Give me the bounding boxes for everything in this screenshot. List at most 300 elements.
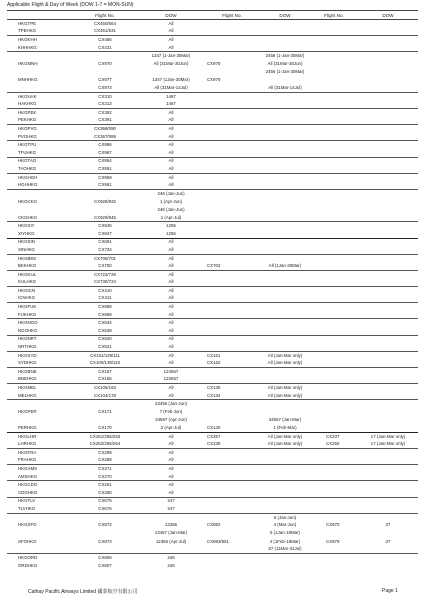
- flight-no-2-cell: [204, 465, 260, 473]
- dow-cell: All: [138, 238, 204, 246]
- flight-no-cell: CX157: [72, 368, 138, 376]
- flight-no-2-cell: [204, 448, 260, 456]
- flight-no-3-cell: [310, 351, 358, 359]
- table-row: [7, 513, 418, 521]
- flight-no-cell: CX313: [98, 101, 112, 107]
- route-cell: [7, 546, 72, 554]
- flight-no-2-cell: [204, 238, 260, 246]
- flight-no-cell: CX973: [98, 85, 112, 91]
- dow-cell: 1 (Apr-Jul): [160, 214, 182, 220]
- flight-no-cell: CX691: [72, 238, 138, 246]
- dow-3-cell: [358, 222, 418, 230]
- dow-3-cell: [358, 392, 418, 400]
- flight-no-cell: CX271: [72, 465, 138, 473]
- flight-no-cell: [72, 68, 138, 76]
- flight-no-2-cell: [204, 44, 260, 52]
- flight-no-3-cell: [310, 473, 358, 481]
- flight-no-3-cell: [310, 84, 358, 92]
- dow-cell: All: [168, 263, 174, 269]
- dow-cell: 247: [167, 505, 175, 511]
- dow-2-cell: [260, 270, 310, 278]
- dow-3-cell: [358, 448, 418, 456]
- flight-no-cell: [72, 206, 138, 214]
- route-cell: [7, 529, 72, 537]
- dow-cell: 7 (Feb-Jun): [159, 409, 183, 415]
- route-cell: HKGORD: [7, 554, 72, 562]
- table-row: [7, 270, 418, 278]
- flight-no-cell: CX947: [98, 230, 112, 236]
- dow-3-cell: [358, 198, 418, 206]
- table-row: [7, 538, 418, 546]
- header-dow-2: DOW: [260, 11, 310, 20]
- dow-2-cell: [260, 238, 310, 246]
- dow-2-cell: 4 (1Feb-18Mar): [269, 538, 301, 544]
- flight-no-cell: CX171: [98, 409, 112, 415]
- dow-3-cell: [358, 133, 418, 141]
- flight-no-3-cell: [310, 28, 358, 36]
- dow-cell: All: [168, 149, 174, 155]
- flight-no-3-cell: [310, 481, 358, 489]
- table-row: [7, 448, 418, 456]
- flight-no-3-cell: [310, 149, 358, 157]
- flight-no-cell: CX589: [98, 311, 112, 317]
- table-row: [7, 481, 418, 489]
- dow-cell: 1256: [138, 222, 204, 230]
- dow-3-cell: 37: [385, 538, 391, 544]
- flight-no-cell: CX252/256/254: [89, 441, 121, 447]
- dow-2-cell: [260, 327, 310, 335]
- dow-3-cell: [358, 206, 418, 214]
- route-cell: HKGPEK: [7, 109, 72, 117]
- dow-2-cell: 2456 (1-Jan-30Mar): [260, 52, 310, 60]
- dow-2-cell: [260, 465, 310, 473]
- flight-no-3-cell: [310, 262, 358, 270]
- flight-no-cell: CX977: [98, 77, 112, 83]
- route-cell: HKGFUK: [7, 303, 72, 311]
- route-cell: BNEHKG: [18, 376, 37, 382]
- dow-3-cell: [358, 20, 418, 28]
- flight-no-3-cell: [310, 554, 358, 562]
- dow-3-cell: [358, 546, 418, 554]
- route-cell: ORDHKG: [18, 562, 38, 568]
- table-row: [7, 125, 418, 133]
- dow-2-cell: [260, 562, 310, 570]
- flight-no-2-cell: [204, 109, 260, 117]
- flight-no-cell: CX951: [98, 165, 112, 171]
- route-cell: [7, 400, 72, 408]
- dow-3-cell: [358, 465, 418, 473]
- flight-no-2-cell: [204, 36, 260, 44]
- flight-no-cell: CX539: [98, 327, 112, 333]
- flight-no-2-cell: [204, 68, 260, 76]
- flight-no-2-cell: CX978: [207, 61, 221, 67]
- route-cell: SFOHKG: [18, 538, 37, 544]
- dow-3-cell: [358, 529, 418, 537]
- table-row: [7, 521, 418, 529]
- flight-no-cell: CX961: [98, 182, 112, 188]
- flight-no-2-cell: [204, 198, 260, 206]
- dow-3-cell: [358, 238, 418, 246]
- dow-cell: All: [138, 109, 204, 117]
- dow-cell: 1467: [166, 101, 176, 107]
- page-title: Applicable Flight & Day of Week (DOW 1-7 = MON-SUN): [7, 2, 134, 8]
- flight-no-3-cell: [310, 327, 358, 335]
- route-cell: LHRHKG: [18, 441, 37, 447]
- dow-2-cell: [260, 214, 310, 222]
- dow-3-cell: [358, 400, 418, 408]
- flight-no-3-cell: [310, 457, 358, 465]
- table-row: [7, 368, 418, 376]
- flight-no-cell: CX675: [72, 497, 138, 505]
- flight-no-2-cell: [204, 214, 260, 222]
- flight-no-2-cell: [204, 497, 260, 505]
- dow-2-cell: [260, 554, 310, 562]
- flight-no-3-cell: [310, 408, 358, 416]
- flight-no-cell: CX456: [72, 36, 138, 44]
- flight-no-2-cell: [204, 408, 260, 416]
- dow-2-cell: [260, 489, 310, 497]
- dow-3-cell: [358, 473, 418, 481]
- flight-no-cell: CX450/564: [72, 20, 138, 28]
- route-cell: HKGPER: [18, 409, 37, 415]
- dow-2-cell: [260, 141, 310, 149]
- flight-no-2-cell: [204, 416, 260, 424]
- dow-cell: All: [138, 36, 204, 44]
- flight-no-3-cell: [310, 270, 358, 278]
- flight-no-cell: CX270: [98, 473, 112, 479]
- route-cell: ICNHKG: [18, 295, 36, 301]
- flight-no-2-cell: [204, 546, 260, 554]
- dow-3-cell: [358, 359, 418, 367]
- flight-no-2-cell: [204, 141, 260, 149]
- header-flight-no-1: Flight No.: [72, 11, 138, 20]
- flight-no-cell: CX170: [98, 424, 112, 430]
- flight-no-3-cell: [310, 368, 358, 376]
- flight-no-3-cell: CX870: [326, 522, 340, 528]
- route-cell: KULHKG: [18, 279, 37, 285]
- table-row: [7, 52, 418, 60]
- table-row: [7, 343, 418, 351]
- dow-2-cell: [260, 448, 310, 456]
- flight-no-cell: [72, 52, 138, 60]
- table-row: [7, 230, 418, 238]
- dow-3-cell: [358, 117, 418, 125]
- flight-no-2-cell: [204, 368, 260, 376]
- dow-3-cell: [358, 481, 418, 489]
- dow-cell: 23456 (Jan-Jun): [138, 400, 204, 408]
- flight-no-3-cell: [310, 448, 358, 456]
- flight-no-2-cell: [204, 562, 260, 570]
- dow-3-cell: [358, 157, 418, 165]
- dow-3-cell: [358, 36, 418, 44]
- flight-no-3-cell: [310, 513, 358, 521]
- flight-no-3-cell: [310, 165, 358, 173]
- dow-3-cell: [358, 246, 418, 254]
- dow-2-cell: [260, 303, 310, 311]
- table-row: [7, 529, 418, 537]
- dow-2-cell: 2456 (1-Jan-30Mar): [265, 69, 305, 75]
- table-row: [7, 505, 418, 513]
- table-row: [7, 295, 418, 303]
- flight-no-3-cell: [310, 222, 358, 230]
- header-dow-3: DOW: [358, 11, 418, 20]
- flight-no-cell: CX872: [98, 522, 112, 528]
- route-cell: HGHHKG: [18, 182, 38, 188]
- table-row: [7, 222, 418, 230]
- flight-no-2-cell: [204, 20, 260, 28]
- dow-cell: 12356: [164, 522, 178, 528]
- route-cell: HKGSYD: [7, 351, 72, 359]
- flight-no-3-cell: [310, 173, 358, 181]
- flight-no-3-cell: [310, 546, 358, 554]
- table-row: [7, 424, 418, 432]
- dow-cell: All: [168, 327, 174, 333]
- flight-no-2-cell: [204, 473, 260, 481]
- dow-cell: All: [168, 295, 174, 301]
- flight-no-cell: CX261: [72, 481, 138, 489]
- flight-no-2-cell: [204, 481, 260, 489]
- dow-2-cell: [260, 222, 310, 230]
- table-row: [7, 400, 418, 408]
- table-row: [7, 351, 418, 359]
- dow-2-cell: [260, 400, 310, 408]
- dow-cell: All: [138, 254, 204, 262]
- flight-schedule-table: [7, 10, 418, 570]
- route-cell: HKGXIY: [7, 222, 72, 230]
- flight-no-cell: CX367/089: [94, 133, 116, 139]
- flight-no-2-cell: [204, 157, 260, 165]
- flight-no-2-cell: CX161: [204, 351, 260, 359]
- flight-no-2-cell: CX135: [204, 384, 260, 392]
- flight-no-cell: CX100/138/110: [89, 360, 121, 366]
- table-row: [7, 238, 418, 246]
- flight-no-2-cell: CX979: [207, 77, 221, 83]
- route-cell: HKGTLV: [7, 497, 72, 505]
- dow-3-cell: [358, 497, 418, 505]
- flight-no-cell: CX734: [98, 246, 112, 252]
- route-cell: [7, 189, 72, 197]
- dow-cell: All: [168, 360, 174, 366]
- flight-no-2-cell: CX893/951: [207, 538, 229, 544]
- dow-3-cell: [358, 181, 418, 189]
- flight-no-2-cell: [204, 230, 260, 238]
- dow-2-cell: [260, 319, 310, 327]
- table-row: [7, 214, 418, 222]
- table-row: [7, 384, 418, 392]
- route-cell: TFUHKG: [18, 149, 37, 155]
- flight-no-2-cell: [204, 28, 260, 36]
- flight-no-cell: CX873: [98, 538, 112, 544]
- dow-cell: 246: [167, 562, 175, 568]
- dow-cell: All: [168, 182, 174, 188]
- table-row: [7, 359, 418, 367]
- dow-3-cell: [358, 327, 418, 335]
- flight-no-3-cell: [310, 20, 358, 28]
- route-cell: [7, 513, 72, 521]
- route-cell: SYDHKG: [18, 360, 37, 366]
- flight-no-2-cell: [204, 287, 260, 295]
- dow-3-cell: [358, 92, 418, 100]
- dow-2-cell: [260, 44, 310, 52]
- schedule-body: [7, 20, 418, 570]
- flight-no-3-cell: [310, 157, 358, 165]
- dow-2-cell: All (Jan-Mar only): [267, 392, 303, 398]
- dow-cell: All: [168, 344, 174, 350]
- flight-no-2-cell: [204, 303, 260, 311]
- dow-3-cell: [358, 505, 418, 513]
- dow-2-cell: 34567 (Jan-Mar): [268, 417, 302, 423]
- flight-no-2-cell: [204, 254, 260, 262]
- flight-no-3-cell: [310, 141, 358, 149]
- flight-no-3-cell: [310, 295, 358, 303]
- flight-no-cell: CX750: [98, 263, 112, 269]
- flight-no-cell: CX431: [98, 44, 112, 50]
- dow-cell: [138, 68, 204, 76]
- dow-3-cell: [358, 311, 418, 319]
- table-row: [7, 157, 418, 165]
- dow-3-cell: [358, 230, 418, 238]
- route-cell: HKGBKK: [7, 254, 72, 262]
- dow-cell: All: [138, 481, 204, 489]
- flight-no-2-cell: [204, 343, 260, 351]
- route-cell: HKGMNH: [18, 61, 38, 67]
- flight-no-cell: CX954: [72, 157, 138, 165]
- flight-no-cell: CX806: [72, 554, 138, 562]
- dow-cell: All: [168, 28, 174, 34]
- dow-cell: All (31Mar-30Jun): [153, 61, 189, 67]
- dow-3-cell: [358, 189, 418, 197]
- dow-3-cell: 37: [385, 522, 391, 528]
- flight-no-3-cell: [310, 489, 358, 497]
- dow-2-cell: [260, 117, 310, 125]
- flight-no-3-cell: [310, 246, 358, 254]
- route-cell: HKGNGO: [7, 319, 72, 327]
- route-cell: HKGHAK: [7, 92, 72, 100]
- route-cell: HKGICN: [7, 287, 72, 295]
- flight-no-cell: [72, 529, 138, 537]
- route-cell: HKGKHH: [7, 36, 72, 44]
- dow-cell: All: [168, 117, 174, 123]
- route-cell: PEKHKG: [18, 117, 37, 123]
- dow-3-cell: [358, 173, 418, 181]
- dow-3-cell: 17 (Jan-Mar only): [370, 441, 406, 447]
- dow-2-cell: [260, 20, 310, 28]
- flight-no-3-cell: [310, 60, 358, 68]
- route-cell: PVGHKG: [18, 133, 37, 139]
- dow-3-cell: [358, 457, 418, 465]
- table-row: [7, 440, 418, 448]
- flight-no-3-cell: [310, 109, 358, 117]
- table-row: [7, 376, 418, 384]
- dow-3-cell: [358, 44, 418, 52]
- flight-no-cell: CX968: [72, 173, 138, 181]
- dow-cell: All: [138, 157, 204, 165]
- flight-no-2-cell: [204, 133, 260, 141]
- flight-no-3-cell: [310, 311, 358, 319]
- flight-no-2-cell: [204, 173, 260, 181]
- dow-2-cell: [260, 343, 310, 351]
- table-row: [7, 149, 418, 157]
- flight-no-cell: CX251/255/253: [72, 432, 138, 440]
- route-cell: HAKHKG: [18, 101, 37, 107]
- route-cell: HKGSFO: [18, 522, 37, 528]
- flight-no-3-cell: [310, 416, 358, 424]
- flight-no-2-cell: [204, 246, 260, 254]
- dow-2-cell: [260, 173, 310, 181]
- flight-no-2-cell: CX702: [207, 263, 221, 269]
- flight-no-cell: CX101/139/111: [72, 351, 138, 359]
- route-cell: BKKHKG: [18, 263, 37, 269]
- flight-no-cell: CX705/701: [72, 254, 138, 262]
- dow-cell: All: [138, 303, 204, 311]
- table-row: [7, 20, 418, 28]
- dow-2-cell: All (Jan-Mar only): [260, 432, 310, 440]
- dow-2-cell: [260, 133, 310, 141]
- flight-no-cell: CX807: [98, 562, 112, 568]
- dow-3-cell: [358, 343, 418, 351]
- route-cell: HKGTAO: [7, 157, 72, 165]
- dow-3-cell: [358, 416, 418, 424]
- dow-3-cell: [358, 125, 418, 133]
- dow-3-cell: [358, 424, 418, 432]
- route-cell: HKGTPU: [7, 141, 72, 149]
- dow-3-cell: [358, 319, 418, 327]
- flight-no-2-cell: [204, 117, 260, 125]
- flight-no-cell: CX104/178: [94, 392, 116, 398]
- flight-no-cell: CX260: [98, 489, 112, 495]
- flight-no-3-cell: [310, 44, 358, 52]
- flight-no-3-cell: [310, 36, 358, 44]
- flight-no-2-cell: [204, 189, 260, 197]
- flight-no-cell: CX987: [98, 149, 112, 155]
- dow-2-cell: [260, 408, 310, 416]
- dow-cell: 1347 (1Jan-30Mar): [152, 77, 190, 83]
- table-header-row: [7, 11, 418, 20]
- flight-no-3-cell: [310, 343, 358, 351]
- dow-3-cell: [358, 562, 418, 570]
- flight-no-cell: [72, 546, 138, 554]
- flight-no-3-cell: [310, 529, 358, 537]
- route-cell: FUKHKG: [18, 311, 37, 317]
- dow-cell: 247: [138, 497, 204, 505]
- flight-no-2-cell: [204, 400, 260, 408]
- route-cell: PERHKG: [18, 424, 37, 430]
- table-row: [7, 181, 418, 189]
- flight-no-2-cell: [204, 92, 260, 100]
- dow-2-cell: [260, 109, 310, 117]
- flight-no-cell: CX368/090: [72, 125, 138, 133]
- dow-cell: All (31Mar-14Jul): [154, 85, 188, 91]
- table-row: [7, 100, 418, 108]
- flight-no-2-cell: [204, 489, 260, 497]
- flight-no-2-cell: CX134: [207, 392, 221, 398]
- flight-no-cell: CX986: [72, 141, 138, 149]
- dow-cell: All: [168, 165, 174, 171]
- header-dow-1: DOW: [138, 11, 204, 20]
- table-row: [7, 311, 418, 319]
- route-cell: MELHKG: [18, 392, 37, 398]
- table-row: [7, 246, 418, 254]
- dow-2-cell: [260, 36, 310, 44]
- flight-no-cell: CX723/729: [72, 270, 138, 278]
- dow-3-cell: [358, 52, 418, 60]
- route-cell: HKGCDG: [7, 481, 72, 489]
- flight-no-cell: CX521: [98, 344, 112, 350]
- dow-cell: 13457 (Jan-Mar): [154, 530, 188, 536]
- flight-no-3-cell: [310, 384, 358, 392]
- flight-no-cell: [72, 189, 138, 197]
- header-flight-no-2: Flight No.: [204, 11, 260, 20]
